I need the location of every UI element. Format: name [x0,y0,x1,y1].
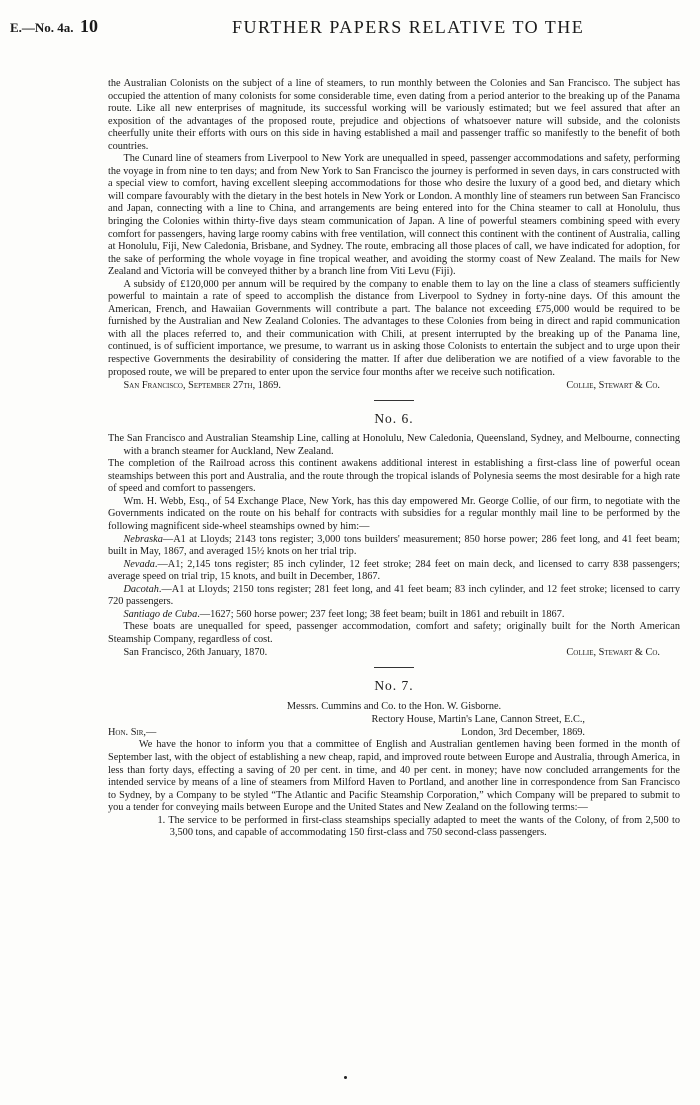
document-body [108,78,680,840]
ship-name: Nevada [123,558,155,570]
paragraph: A subsidy of £120,000 per annum will be required by the company to enable them to lay on the line a class of steamers sufficiently powerful to maintain a rate of speed to accomplish the distance from Liverpool to Sydney in forty-nine days. Of this amount the American, French, and Hawaiian Governments will contribute a part. The balance not exceeding £75,000 would be required to be furnished by the Australian and New Zealand Colonies. The advantages to these Colonies from being in direct and rapid communication with all the places referred to, and their communication with Chili, at present interrupted by the breaking up of the Panama line, continued, is of sufficient importance, we presume, to warrant us in asking those Colonists to entertain the subject and to urge upon their respective Governments the desirability of considering the matter. If after due deliberation we are notified of a view favorable to the proposed route, we will be prepared to enter upon the service four months after we receive such notification. [108,278,680,378]
place-date: San Francisco, 26th January, 1870. [123,647,268,659]
paragraph: These boats are unequalled for speed, passenger accommodation, comfort and safety; originally built for the North American Steamship Company, regardless of cost. [108,621,680,645]
page-header [0,16,700,46]
line-title: The San Francisco and Australian Steamship Line, calling at Honolulu, New Caledonia, Queensland, Sydney, and Melbourne, connecting with a branch steamer for Auckland, New Zealand. [108,433,680,457]
paragraph: Wm. H. Webb, Esq., of 54 Exchange Place, New York, has this day empowered Mr. George Collie, of our firm, to negotiate with the Governments indicated on the route on his behalf for contracts with subsidies for a regular monthly mail line to be performed by the following magnificent side-wheel steamships owned by him:— [108,495,680,532]
ship-details: .—1627; 560 horse power; 237 feet long; 38 feet beam; built in 1861 and rebuilt in 1867. [197,608,565,620]
list-item: 1. The service to be performed in first-class steamships specially adapted to meet the wants of the Colony, of from 2,500 to 3,500 tons, and capable of accommodating 150 first-class and 750 second-class passengers. [157,814,680,839]
ship-name: Dacotah [123,583,159,595]
ship-entry [108,609,680,622]
page-mark [344,1076,347,1079]
ship-details: .—A1; 2,145 tons register; 85 inch cylinder, 12 feet stroke; 284 feet on main deck, and licensed to carry 838 passengers; average speed on trial trip, 15 knots, and built in December, 1867. [108,558,680,583]
signature-line [108,646,680,659]
ship-name: Santiago de Cuba [123,608,198,620]
signature: Collie, Stewart & Co. [566,647,660,659]
ship-entry [108,534,680,559]
ship-name: Nebraska [123,533,163,545]
running-title: FURTHER PAPERS RELATIVE TO THE [232,17,585,37]
signature-line [108,379,680,392]
ship-details: —A1 at Lloyds; 2143 tons register; 3,000 tons builders' measurement; 850 horse power; 286 feet long, and 41 feet beam; built in May, 1867, and averaged 15½ knots on her trial trip. [108,533,680,558]
paragraph: the Australian Colonists on the subject of a line of steamers, to run monthly between the Colonies and San Francisco. The subject has occupied the attention of many colonists for some considerable time, even dating from a period anterior to the breaking up of the Panama route. Like all new enterprises of magnitude, its successful working will be variously estimated; but we feel assured that after an exposition of the advantages of the proposed route, prejudice and objections of whatsoever nature will subside, and the colonists cheerfully unite their efforts with ours on this side in having established a mail and passenger traffic so manifestly to the benefit of both countries. [108,78,680,152]
divider [374,667,414,668]
ship-details: .—A1 at Lloyds; 2150 tons register; 281 feet long, and 41 feet beam; 83 inch cylinder, and 12 feet stroke; licensed to carry 720 passengers. [108,583,680,608]
paragraph: The completion of the Railroad across this continent awakens additional interest in establishing a first-class line of powerful ocean steamships between this port and Australia, and the route through the tropical islands of Polynesia seems the most desirable for a high rate of speed and comfort to passengers. [108,458,680,495]
salutation: Hon. Sir,— [108,727,157,739]
place-date: San Francisco, September 27th, 1869. [123,380,281,392]
correspondence-parties: Messrs. Cummins and Co. to the Hon. W. Gisborne. [286,701,502,713]
document-reference: E.—No. 4a. [10,20,74,35]
ship-entry [108,584,680,609]
section-heading: No. 6. [374,411,414,427]
section-heading: No. 7. [374,678,414,694]
sender-address: Rectory House, Martin's Lane, Cannon Street, E.C., [371,714,585,726]
salutation-row [108,726,680,739]
paragraph: The Cunard line of steamers from Liverpool to New York are unequalled in speed, passenger accommodations and safety, performing the voyage in from nine to ten days; and from New York to San Francisco the journey is performed in seven days, in cars constructed with a special view to comfort, having excellent sleeping accommodations for those who desire the luxury of a good bed, and dietary which will compare favourably with the dietary in the best hotels in New York or London. A monthly line of steamers run between San Francisco and Japan, connecting with a line to China, and arrangements are being entered into for the China steamer to call at Honolulu, thus bringing the Colonies within thirty-five days steam communication of Japan. A line of powerful steamers combining speed with every comfort for passengers, having large roomy cabins with free ventilation, will connect this continent with the continent of Australia, calling at Honolulu, Fiji, New Caledonia, Brisbane, and Sydney. The route, embracing all those places of call, we have indicated for adoption, for the sake of performing the whole voyage in fine tropical weather, and avoiding the stormy coast of New Zealand. The mails for New Zealand and Victoria will be conveyed thither by a branch line from Viti Levu (Fiji). [108,153,680,278]
ship-entry [108,559,680,584]
signature: Collie, Stewart & Co. [566,380,660,392]
paragraph: We have the honor to inform you that a committee of English and Australian gentlemen having been formed in the month of September last, with the object of establishing a new cheap, rapid, and improved route between Europe and Australia, through America, in less than forty days, effecting a saving of 20 per cent. in time, and 40 per cent. in money; have now concluded arrangements for the intended service by means of a line of steamers from Milford Haven to Portland, and another line in correspondence from San Francisco to Sydney, by a Company to be styled “The Atlantic and Pacific Steamship Corporation,” which Company will be prepared to submit to you a tender for conveying mails between Europe and the United States and New Zealand on the following terms:— [108,739,680,814]
divider [374,400,414,401]
page-number: 10 [80,16,98,36]
letter-date: London, 3rd December, 1869. [461,727,585,739]
